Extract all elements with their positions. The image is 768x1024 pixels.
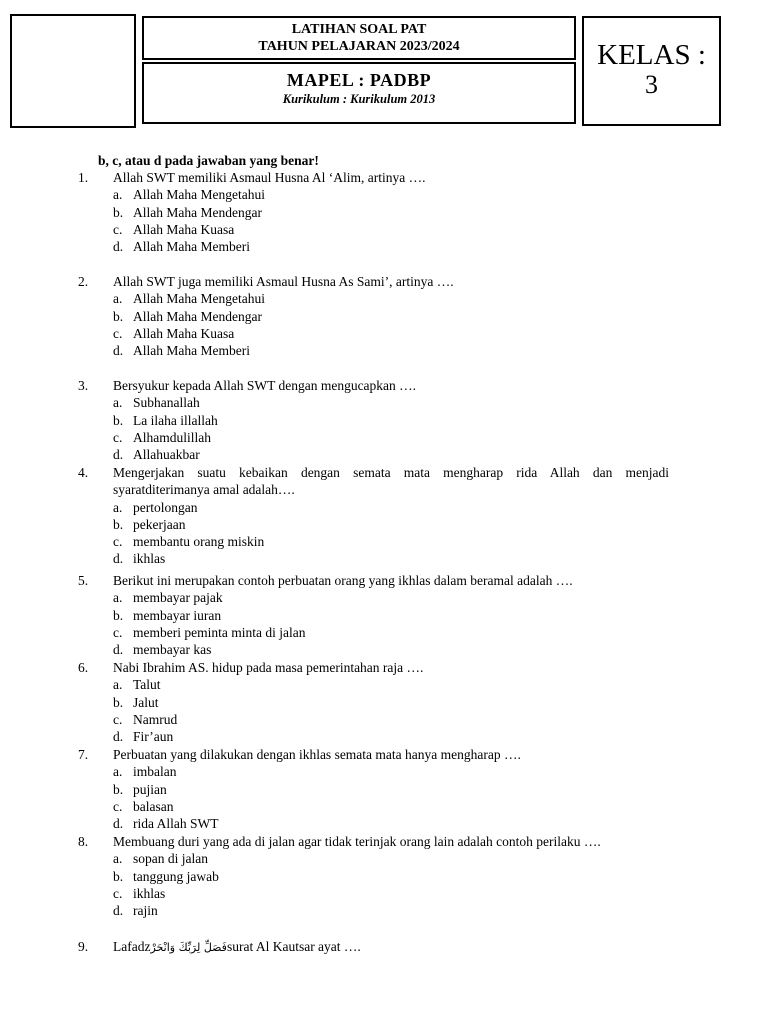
answer-option — [0, 290, 768, 307]
option-text: Allah Maha Mendengar — [133, 204, 262, 220]
answer-option — [0, 676, 768, 693]
option-text: Allah Maha Mengetahui — [133, 187, 265, 203]
answer-option — [0, 763, 768, 780]
answer-option — [0, 308, 768, 325]
option-letter: b. — [113, 412, 124, 428]
option-text: tanggung jawab — [133, 868, 219, 884]
answer-option — [0, 694, 768, 711]
question-text: Perbuatan yang dilakukan dengan ikhlas semata mata hanya mengharap …. — [113, 747, 521, 762]
answer-option — [0, 516, 768, 533]
answer-option — [0, 711, 768, 728]
question-3 — [0, 377, 768, 463]
question-number: 4. — [78, 465, 89, 480]
question-text: Allah SWT memiliki Asmaul Husna Al ‘Alim, artinya …. — [113, 170, 426, 185]
option-letter: c. — [113, 429, 123, 445]
answer-options — [0, 499, 768, 568]
question-number: 9. — [78, 939, 89, 954]
option-letter: d. — [113, 642, 124, 658]
option-text: membantu orang miskin — [133, 534, 265, 550]
question-number: 6. — [78, 660, 89, 675]
answer-option — [0, 186, 768, 203]
answer-option — [0, 394, 768, 411]
option-letter: c. — [113, 325, 123, 341]
question-number: 2. — [78, 274, 89, 289]
class-box — [582, 16, 721, 126]
question-number: 5. — [78, 573, 89, 588]
answer-option — [0, 204, 768, 221]
option-letter: b. — [113, 694, 124, 710]
answer-option — [0, 868, 768, 885]
option-text: Alhamdulillah — [133, 429, 211, 445]
question-4 — [0, 464, 768, 568]
answer-option — [0, 446, 768, 463]
subject-name: MAPEL : PADBP — [286, 70, 432, 90]
question-text: Mengerjakan suatu kebaikan dengan semata mata mengharap rida Allah dan menjadi syaratditerimanya amal adalah…. — [113, 465, 669, 498]
question-6 — [0, 659, 768, 745]
option-letter: a. — [113, 395, 123, 411]
answer-option — [0, 781, 768, 798]
option-text: ikhlas — [133, 885, 166, 901]
answer-option — [0, 238, 768, 255]
option-text: Namrud — [133, 711, 178, 727]
option-text: pekerjaan — [133, 516, 186, 532]
answer-option — [0, 589, 768, 606]
option-letter: d. — [113, 903, 124, 919]
answer-options — [0, 290, 768, 359]
option-text: membayar kas — [133, 642, 212, 658]
question-number: 3. — [78, 378, 89, 393]
option-text: Allahuakbar — [133, 447, 200, 463]
question-text — [113, 938, 669, 956]
option-letter: d. — [113, 343, 124, 359]
exam-title: LATIHAN SOAL PAT — [291, 22, 427, 37]
option-letter: d. — [113, 729, 124, 745]
option-text: Allah Maha Mendengar — [133, 308, 262, 324]
question-9 — [0, 938, 768, 956]
answer-option — [0, 325, 768, 342]
question-7 — [0, 746, 768, 832]
class-label: KELAS : — [597, 39, 706, 71]
option-text: rida Allah SWT — [133, 816, 219, 832]
option-letter: a. — [113, 851, 123, 867]
question-suffix: surat Al Kautsar ayat …. — [226, 939, 361, 954]
question-2 — [0, 273, 768, 359]
academic-year: TAHUN PELAJARAN 2023/2024 — [258, 39, 460, 54]
instruction-text: b, c, atau d pada jawaban yang benar! — [98, 153, 319, 168]
question-text: Berikut ini merupakan contoh perbuatan orang yang ikhlas dalam beramal adalah …. — [113, 573, 573, 588]
answer-option — [0, 342, 768, 359]
option-text: Allah Maha Mengetahui — [133, 291, 265, 307]
logo-placeholder-box — [10, 14, 136, 128]
question-text: Allah SWT juga memiliki Asmaul Husna As Sami’, artinya …. — [113, 274, 454, 289]
answer-option — [0, 412, 768, 429]
answer-options — [0, 763, 768, 832]
answer-options — [0, 186, 768, 255]
question-text: Bersyukur kepada Allah SWT dengan mengucapkan …. — [113, 378, 417, 393]
answer-option — [0, 550, 768, 567]
curriculum-label: Kurikulum : Kurikulum 2013 — [282, 92, 436, 106]
answer-option — [0, 607, 768, 624]
option-letter: d. — [113, 551, 124, 567]
option-letter: c. — [113, 885, 123, 901]
question-number: 7. — [78, 747, 89, 762]
question-8 — [0, 833, 768, 919]
option-text: membayar iuran — [133, 607, 222, 623]
answer-options — [0, 676, 768, 745]
option-letter: a. — [113, 764, 123, 780]
option-text: Subhanallah — [133, 395, 200, 411]
option-text: memberi peminta minta di jalan — [133, 624, 306, 640]
option-text: pujian — [133, 781, 167, 797]
option-text: rajin — [133, 903, 158, 919]
option-letter: c. — [113, 711, 123, 727]
option-letter: a. — [113, 677, 123, 693]
option-letter: b. — [113, 516, 124, 532]
answer-options — [0, 394, 768, 463]
option-letter: a. — [113, 499, 123, 515]
answer-option — [0, 902, 768, 919]
option-letter: a. — [113, 590, 123, 606]
question-number: 1. — [78, 170, 89, 185]
question-text: Nabi Ibrahim AS. hidup pada masa pemerintahan raja …. — [113, 660, 424, 675]
option-letter: c. — [113, 798, 123, 814]
answer-option — [0, 221, 768, 238]
option-text: La ilaha illallah — [133, 412, 218, 428]
option-letter: d. — [113, 239, 124, 255]
question-prefix: Lafadz — [113, 939, 151, 954]
question-5 — [0, 572, 768, 658]
question-text: Membuang duri yang ada di jalan agar tidak terinjak orang lain adalah contoh perilaku …. — [113, 834, 601, 849]
option-letter: b. — [113, 781, 124, 797]
option-letter: c. — [113, 534, 123, 550]
answer-option — [0, 429, 768, 446]
option-letter: a. — [113, 187, 123, 203]
option-text: Allah Maha Memberi — [133, 343, 250, 359]
option-text: Jalut — [133, 694, 159, 710]
answer-option — [0, 885, 768, 902]
option-text: Talut — [133, 677, 161, 693]
option-text: sopan di jalan — [133, 851, 208, 867]
option-text: Allah Maha Kuasa — [133, 325, 235, 341]
option-letter: c. — [113, 624, 123, 640]
answer-option — [0, 533, 768, 550]
answer-options — [0, 850, 768, 919]
arabic-verse: فَصَلِّ لِرَبِّكَ وَانْحَرْ — [150, 941, 227, 954]
option-text: ikhlas — [133, 551, 166, 567]
option-text: pertolongan — [133, 499, 198, 515]
subject-box — [142, 62, 576, 124]
option-letter: b. — [113, 607, 124, 623]
option-text: Allah Maha Memberi — [133, 239, 250, 255]
option-text: Allah Maha Kuasa — [133, 221, 235, 237]
option-letter: b. — [113, 308, 124, 324]
exam-title-box — [142, 16, 576, 60]
answer-option — [0, 624, 768, 641]
option-letter: b. — [113, 204, 124, 220]
option-text: membayar pajak — [133, 590, 223, 606]
option-letter: d. — [113, 447, 124, 463]
answer-option — [0, 641, 768, 658]
option-letter: c. — [113, 221, 123, 237]
class-value: 3 — [645, 70, 658, 99]
answer-option — [0, 798, 768, 815]
answer-options — [0, 589, 768, 658]
option-letter: d. — [113, 816, 124, 832]
answer-option — [0, 728, 768, 745]
option-text: imbalan — [133, 764, 177, 780]
option-letter: a. — [113, 291, 123, 307]
option-text: Fir’aun — [133, 729, 174, 745]
answer-option — [0, 815, 768, 832]
option-letter: b. — [113, 868, 124, 884]
question-1 — [0, 169, 768, 255]
answer-option — [0, 850, 768, 867]
option-text: balasan — [133, 798, 174, 814]
question-number: 8. — [78, 834, 89, 849]
answer-option — [0, 499, 768, 516]
